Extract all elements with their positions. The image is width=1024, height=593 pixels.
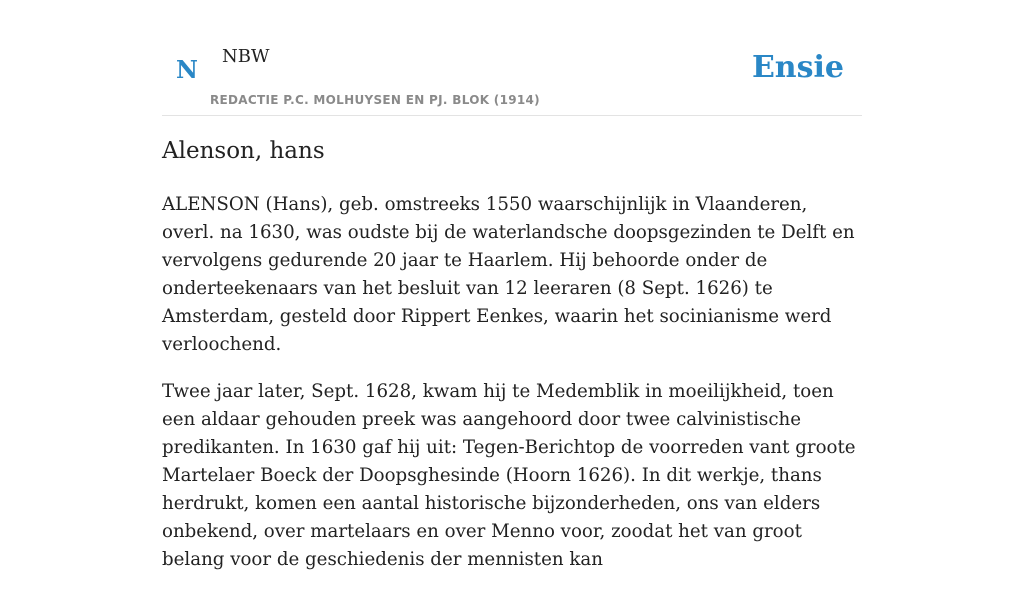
source-name[interactable]: NBW: [222, 46, 270, 67]
source-header: [162, 0, 862, 116]
article-body: [162, 191, 862, 593]
article-paragraph: Twee jaar later, Sept. 1628, kwam hij te Medemblik in moeilijkheid, toen een aldaar gehouden preek was aangehoord door twee calvinistische predikanten. In 1630 gaf hij uit: Tegen-Berichtop de voorreden vant groote Martelaer Boeck der Doopsghesinde (Hoorn 1626). In dit werkje, thans herdrukt, komen een aantal historische bijzonderheden, ons van elders onbekend, over martelaars en over Menno voor, zoodat het van groot belang voor de geschiedenis der mennisten kan: [162, 381, 856, 570]
source-logo[interactable]: N: [176, 55, 198, 84]
article-title: Alenson, hans: [162, 138, 325, 164]
ensie-logo[interactable]: Ensie: [751, 50, 844, 85]
source-subtitle: REDACTIE P.C. MOLHUYSEN EN PJ. BLOK (1914): [210, 93, 540, 107]
article-paragraph: ALENSON (Hans), geb. omstreeks 1550 waarschijnlijk in Vlaanderen, overl. na 1630, was oudste bij de waterlandsche doopsgezinden te Delft en vervolgens gedurende 20 jaar te Haarlem. Hij behoorde onder de onderteekenaars van het besluit van 12 leeraren (8 Sept. 1626) te Amsterdam, gesteld door Rippert Eenkes, waarin het socinianisme werd verloochend.: [162, 194, 855, 355]
